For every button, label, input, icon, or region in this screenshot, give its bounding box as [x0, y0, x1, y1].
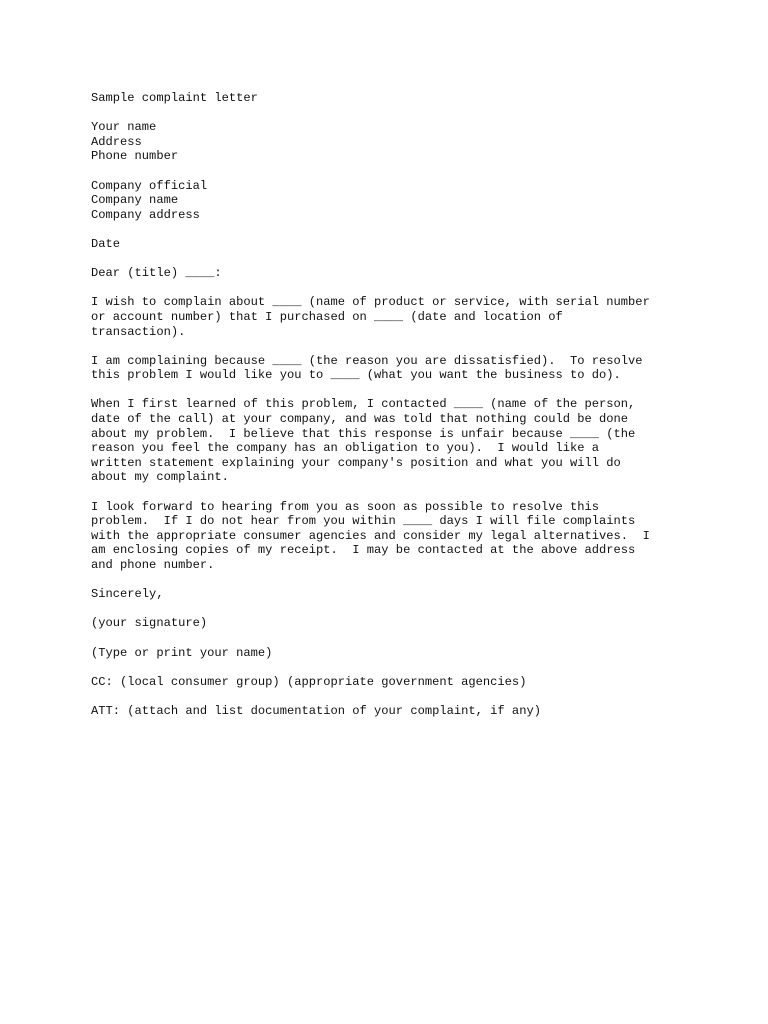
- paragraph-line: When I first learned of this problem, I contacted ____ (name of the person,: [91, 397, 636, 412]
- spacer: [91, 689, 708, 704]
- paragraph-line: I look forward to hearing from you as soon as possible to resolve this: [91, 499, 600, 514]
- paragraph-line: date of the call) at your company, and was told that nothing could be done: [91, 412, 629, 427]
- paragraph-line: this problem I would like you to ____ (what you want the business to do).: [91, 368, 621, 383]
- recipient-company: Company name: [91, 193, 179, 208]
- paragraph-line: about my problem. I believe that this response is unfair because ____ (the: [91, 426, 636, 441]
- salutation: Dear (title) ____:: [91, 266, 222, 281]
- paragraph-1: [91, 295, 708, 339]
- signature-placeholder: (your signature): [91, 616, 208, 631]
- cc-line: CC: (local consumer group) (appropriate government agencies): [91, 674, 527, 689]
- paragraph-line: problem. If I do not hear from you within ____ days I will file complaints: [91, 514, 636, 529]
- spacer: [91, 485, 708, 500]
- closing: Sincerely,: [91, 587, 164, 602]
- paragraph-line: with the appropriate consumer agencies and consider my legal alternatives. I: [91, 528, 650, 543]
- paragraph-line: about my complaint.: [91, 470, 229, 485]
- paragraph-2: [91, 354, 708, 383]
- spacer: [91, 222, 708, 237]
- paragraph-line: reason you feel the company has an obligation to you). I would like a: [91, 441, 600, 456]
- sender-address: Address: [91, 134, 142, 149]
- spacer: [91, 573, 708, 588]
- spacer: [91, 631, 708, 646]
- sender-phone: Phone number: [91, 149, 179, 164]
- spacer: [91, 106, 708, 121]
- spacer: [91, 339, 708, 354]
- att-line: ATT: (attach and list documentation of your complaint, if any): [91, 703, 541, 718]
- spacer: [91, 602, 708, 617]
- paragraph-line: or account number) that I purchased on ____ (date and location of: [91, 309, 563, 324]
- spacer: [91, 164, 708, 179]
- sender-name: Your name: [91, 120, 157, 135]
- paragraph-line: written statement explaining your company's position and what you will do: [91, 455, 621, 470]
- spacer: [91, 383, 708, 398]
- spacer: [91, 252, 708, 267]
- letter-date: Date: [91, 236, 121, 251]
- paragraph-line: and phone number.: [91, 558, 215, 572]
- paragraph-line: I am complaining because ____ (the reason you are dissatisfied). To resolve: [91, 353, 643, 368]
- letter-title: Sample complaint letter: [91, 91, 258, 105]
- paragraph-line: transaction).: [91, 324, 186, 339]
- recipient-block: [91, 179, 708, 223]
- sender-block: [91, 120, 708, 164]
- spacer: [91, 660, 708, 675]
- printed-name: (Type or print your name): [91, 645, 273, 660]
- paragraph-3: [91, 397, 708, 485]
- recipient-address: Company address: [91, 207, 200, 222]
- paragraph-line: am enclosing copies of my receipt. I may be contacted at the above address: [91, 543, 636, 558]
- paragraph-line: I wish to complain about ____ (name of product or service, with serial number: [91, 295, 650, 310]
- spacer: [91, 281, 708, 296]
- paragraph-4: [91, 500, 708, 573]
- recipient-official: Company official: [91, 178, 208, 193]
